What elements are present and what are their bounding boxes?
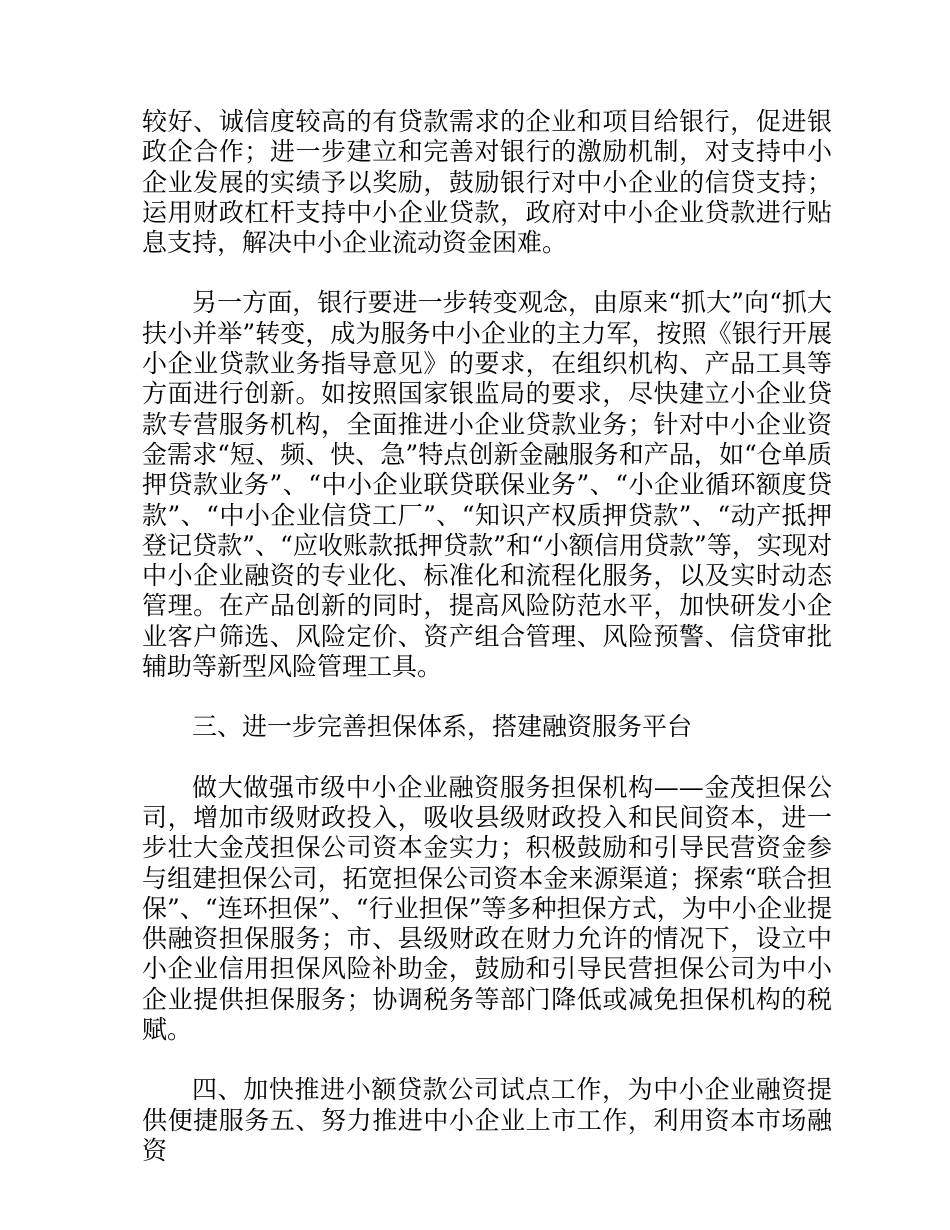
paragraph-continuation: 较好、诚信度较高的有贷款需求的企业和项目给银行，促进银政企合作；进一步建立和完善对银行的激励机制，对支持中小企业发展的实绩予以奖励，鼓励银行对中小企业的信贷支持；运用财政杠杆支持中小企业贷款，政府对中小企业贷款进行贴息支持，解决中小企业流动资金困难。 [142,107,832,258]
paragraph-guarantee-system: 做大做强市级中小企业融资服务担保机构——金茂担保公司，增加市级财政投入，吸收县级财政投入和民间资本，进一步壮大金茂担保公司资本金实力；积极鼓励和引导民营资金参与组建担保公司，拓宽担保公司资本金来源渠道；探索“联合担保”、“连环担保”、“行业担保”等多种担保方式，为中小企业提供融资担保服务；市、县级财政在财力允许的情况下，设立中小企业信用担保风险补助金，鼓励和引导民营担保公司为中小企业提供担保服务；协调税务等部门降低或减免担保机构的税赋。 [142,772,832,1045]
paragraph-microloan-listing: 四、加快推进小额贷款公司试点工作，为中小企业融资提供便捷服务五、努力推进中小企业上市工作，利用资本市场融资 [142,1075,832,1165]
paragraph-bank-innovation: 另一方面，银行要进一步转变观念，由原来“抓大”向“抓大扶小并举”转变，成为服务中小企业的主力军，按照《银行开展小企业贷款业务指导意见》的要求，在组织机构、产品工具等方面进行创新。如按照国家银监局的要求，尽快建立小企业贷款专营服务机构，全面推进小企业贷款业务；针对中小企业资金需求“短、频、快、急”特点创新金融服务和产品，如“仓单质押贷款业务”、“中小企业联贷联保业务”、“小企业循环额度贷款”、“中小企业信贷工厂”、“知识产权质押贷款”、“动产抵押登记贷款”、“应收账款抵押贷款”和“小额信用贷款”等，实现对中小企业融资的专业化、标准化和流程化服务，以及实时动态管理。在产品创新的同时，提高风险防范水平，加快研发小企业客户筛选、风险定价、资产组合管理、风险预警、信贷审批辅助等新型风险管理工具。 [142,288,832,682]
document-page [142,107,832,1196]
section-heading-guarantee: 三、进一步完善担保体系，搭建融资服务平台 [192,712,693,742]
